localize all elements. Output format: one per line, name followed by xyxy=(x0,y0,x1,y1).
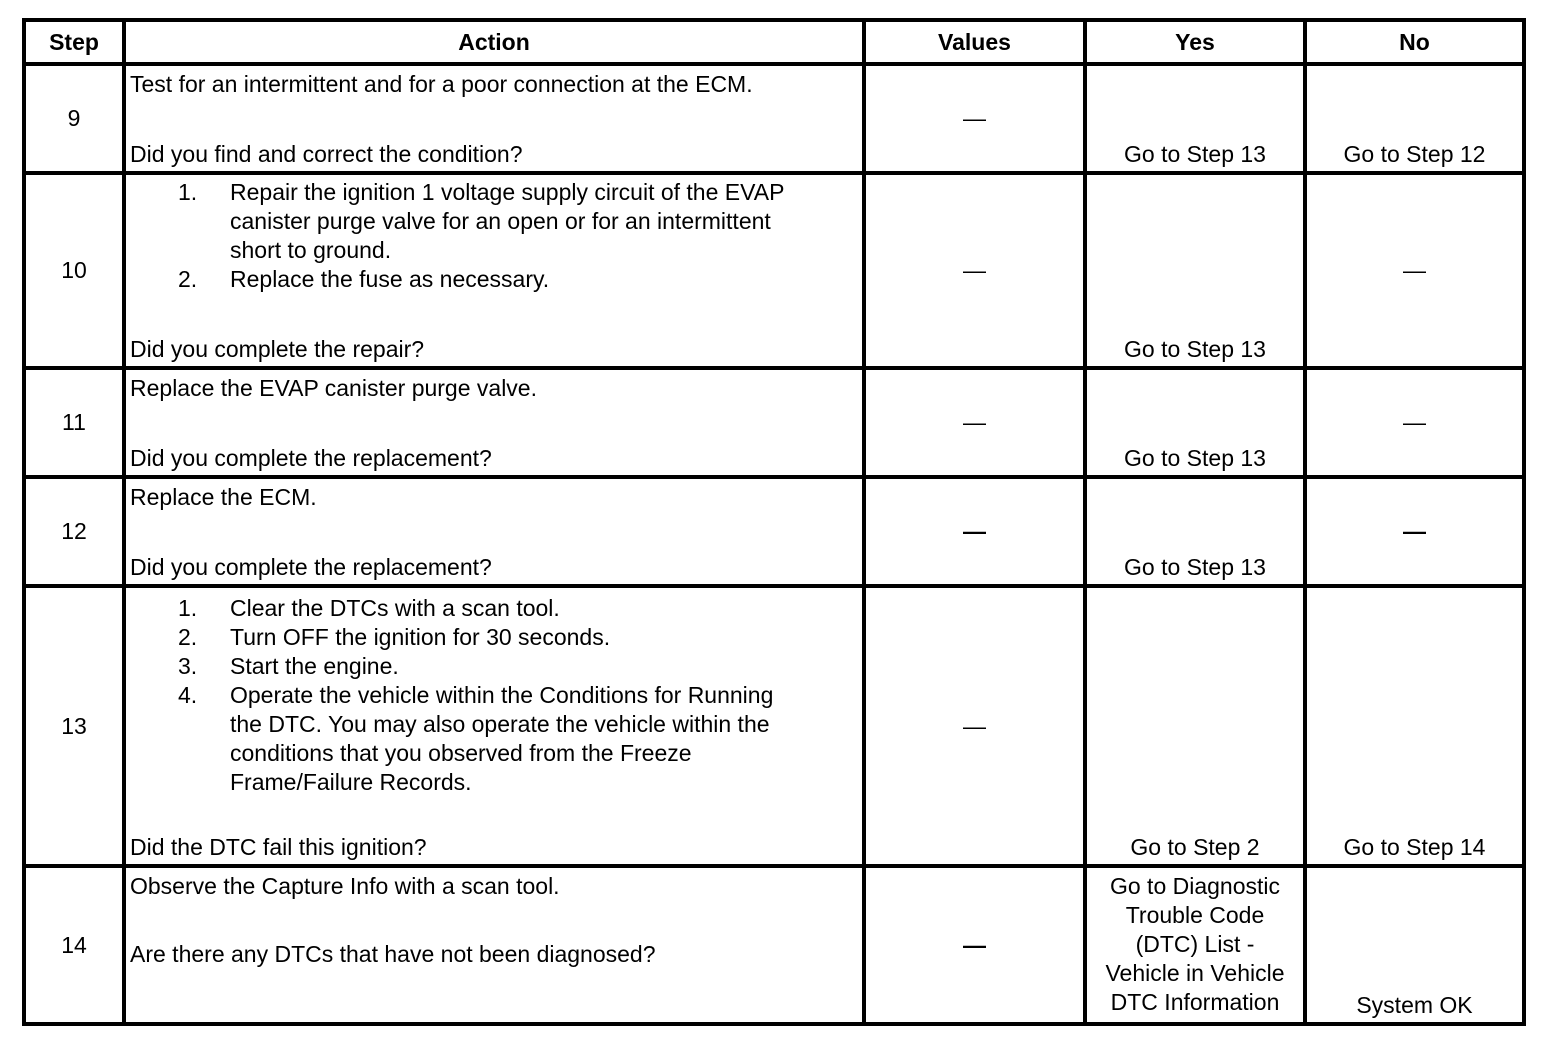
list-item: 4. Operate the vehicle within the Conditions for Running the DTC. You may also operate the vehicle within the conditions that you observed from the Freeze Frame/Failure Records. xyxy=(178,682,774,795)
no-cell: — xyxy=(1403,409,1426,435)
action-cell xyxy=(126,868,862,1022)
step-number: 14 xyxy=(61,931,87,958)
no-cell: — xyxy=(1403,257,1426,283)
no-cell: — xyxy=(1403,518,1426,544)
values-cell: — xyxy=(963,931,986,958)
action-question: Did you complete the repair? xyxy=(130,336,425,362)
list-item: 3. Start the engine. xyxy=(178,653,399,679)
step-number: 9 xyxy=(67,105,81,131)
values-cell: — xyxy=(963,257,986,283)
action-question: Did you complete the replacement? xyxy=(130,554,492,580)
values-cell: — xyxy=(963,105,986,131)
action-text: Replace the EVAP canister purge valve. xyxy=(130,375,537,401)
list-item: 1. Clear the DTCs with a scan tool. xyxy=(178,595,560,621)
no-cell: System OK xyxy=(1356,992,1473,1018)
yes-cell: Go to Step 13 xyxy=(1124,141,1266,167)
yes-cell: Go to Diagnostic Trouble Code (DTC) List - Vehicle in Vehicle DTC Information xyxy=(1105,873,1285,1015)
action-question: Did the DTC fail this ignition? xyxy=(130,834,427,860)
header-no: No xyxy=(1399,28,1430,55)
action-question: Did you complete the replacement? xyxy=(130,445,492,471)
values-cell: — xyxy=(963,518,986,544)
action-question: Did you find and correct the condition? xyxy=(130,141,523,167)
yes-cell: Go to Step 13 xyxy=(1124,445,1266,471)
list-item: 1. Repair the ignition 1 voltage supply circuit of the EVAP canister purge valve for an open or for an intermittent short to ground. xyxy=(178,179,785,263)
yes-cell: Go to Step 2 xyxy=(1130,834,1260,860)
no-cell: Go to Step 12 xyxy=(1343,141,1486,167)
action-cell xyxy=(126,66,862,171)
list-item: 2. Turn OFF the ignition for 30 seconds. xyxy=(178,624,611,650)
yes-cell: Go to Step 13 xyxy=(1124,336,1266,362)
action-cell xyxy=(126,479,862,584)
action-steps-list xyxy=(126,588,862,797)
header-yes: Yes xyxy=(1175,28,1215,55)
action-question: Are there any DTCs that have not been diagnosed? xyxy=(130,941,656,967)
values-cell: — xyxy=(963,712,986,739)
header-step: Step xyxy=(49,28,99,55)
action-cell xyxy=(126,370,862,475)
step-number: 10 xyxy=(61,257,87,283)
action-text: Replace the ECM. xyxy=(130,484,317,510)
header-values: Values xyxy=(938,28,1011,55)
diagnostic-table xyxy=(22,18,1526,1026)
step-number: 13 xyxy=(61,712,87,739)
list-item: 2. Replace the fuse as necessary. xyxy=(178,266,550,292)
yes-cell: Go to Step 13 xyxy=(1124,554,1266,580)
no-cell: Go to Step 14 xyxy=(1343,834,1486,860)
action-text: Observe the Capture Info with a scan tool. xyxy=(130,873,560,899)
header-action: Action xyxy=(458,28,530,55)
values-cell: — xyxy=(963,409,986,435)
step-number: 12 xyxy=(61,518,87,544)
action-cell xyxy=(126,588,862,864)
step-number: 11 xyxy=(62,409,86,435)
action-text: Test for an intermittent and for a poor connection at the ECM. xyxy=(130,71,753,97)
action-steps-list xyxy=(126,175,862,294)
action-cell xyxy=(126,175,862,366)
